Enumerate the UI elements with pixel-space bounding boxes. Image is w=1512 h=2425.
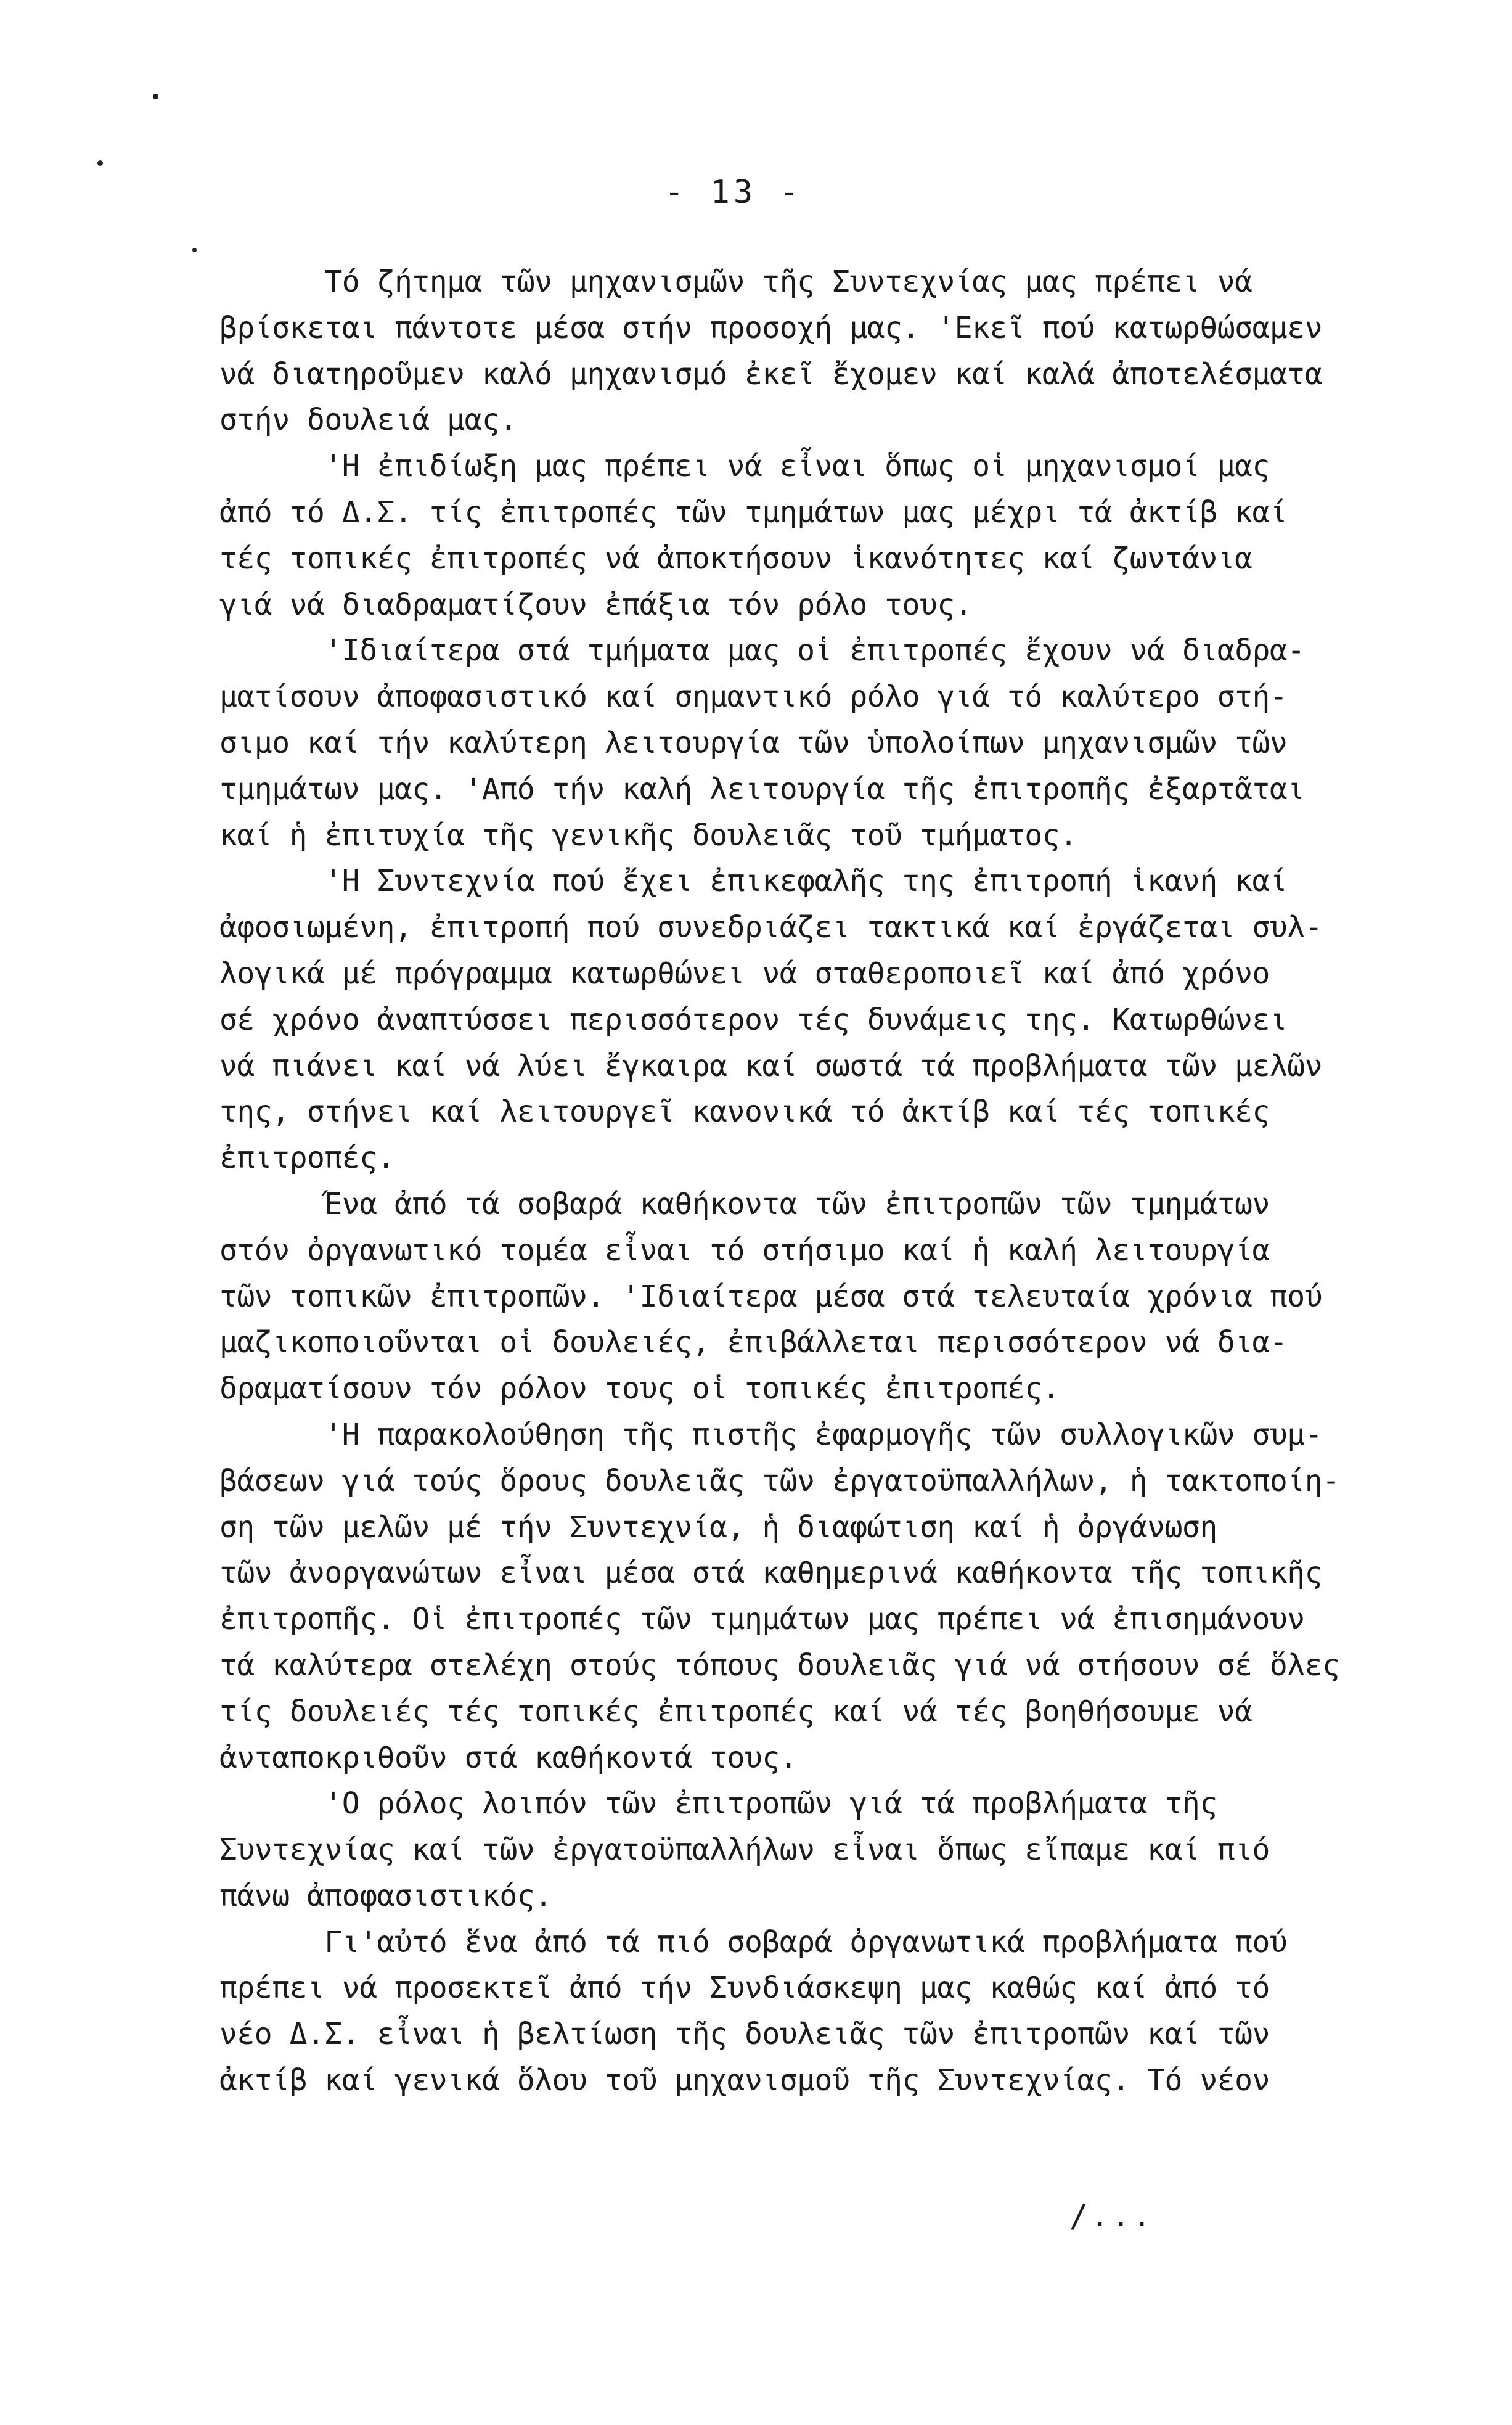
text-line: τμημάτων μας. 'Από τήν καλή λειτουργία τῆς ἐπιτροπῆς ἐξαρτᾶται [219,771,1305,806]
body-text [219,259,1440,2104]
text-line: καί ἡ ἐπιτυχία τῆς γενικῆς δουλειᾶς τοῦ τμήματος. [219,818,1077,853]
scan-speck [153,94,158,99]
text-line: 'Ιδιαίτερα στά τμήματα μας οἱ ἐπιτροπές ἔχουν νά διαδρα- [219,633,1305,668]
text-line: Γι'αὐτό ἕνα ἀπό τά πιό σοβαρά ὀργανωτικά προβλήματα πού [219,1924,1288,1959]
text-line: πάνω ἀποφασιστικός. [219,1878,552,1913]
text-line: στήν δουλειά μας. [219,403,517,438]
text-line: βάσεων γιά τούς ὅρους δουλειᾶς τῶν ἐργατοϋπαλλήλων, ἡ τακτοποίη- [219,1463,1340,1498]
text-line: νά πιάνει καί νά λύει ἔγκαιρα καί σωστά τά προβλήματα τῶν μελῶν [219,1048,1323,1083]
text-line: δραματίσουν τόν ρόλον τους οἱ τοπικές ἐπιτροπές. [219,1371,1060,1406]
text-line: Ένα ἀπό τά σοβαρά καθήκοντα τῶν ἐπιτροπῶν τῶν τμημάτων [219,1186,1270,1221]
text-line: τίς δουλειές τές τοπικές ἐπιτροπές καί νά τές βοηθήσουμε νά [219,1694,1253,1729]
text-line: ματίσουν ἀποφασιστικό καί σημαντικό ρόλο γιά τό καλύτερο στή- [219,679,1288,715]
text-line: λογικά μέ πρόγραμμα κατωρθώνει νά σταθεροποιεῖ καί ἀπό χρόνο [219,956,1270,991]
text-line: στόν ὀργανωτικό τομέα εἶναι τό στήσιμο καί ἡ καλή λειτουργία [219,1233,1270,1268]
scan-speck [192,248,197,252]
text-line: τῶν τοπικῶν ἐπιτροπῶν. 'Ιδιαίτερα μέσα στά τελευταία χρόνια πού [219,1279,1323,1314]
text-line: Τό ζήτημα τῶν μηχανισμῶν τῆς Συντεχνίας μας πρέπει νά [219,265,1253,299]
text-line: 'Η παρακολούθηση τῆς πιστῆς ἐφαρμογῆς τῶν συλλογικῶν συμ- [219,1417,1323,1452]
text-line: ἐπιτροπές. [219,1141,394,1176]
text-line: τές τοπικές ἐπιτροπές νά ἀποκτήσουν ἱκανότητες καί ζωντάνια [219,541,1253,576]
text-line: μαζικοποιοῦνται οἱ δουλειές, ἐπιβάλλεται περισσότερον νά δια- [219,1325,1288,1360]
text-line: γιά νά διαδραματίζουν ἐπάξια τόν ρόλο τους. [219,587,973,622]
text-line: τῶν ἀνοργανώτων εἶναι μέσα στά καθημερινά καθήκοντα τῆς τοπικῆς [219,1556,1323,1591]
text-line: 'Η Συντεχνία πού ἔχει ἐπικεφαλῆς της ἐπιτροπή ἱκανή καί [219,864,1288,899]
text-line: σιμο καί τήν καλύτερη λειτουργία τῶν ὑπολοίπων μηχανισμῶν τῶν [219,725,1288,760]
scan-speck [97,160,103,166]
text-line: ἀκτίβ καί γενικά ὅλου τοῦ μηχανισμοῦ τῆς Συντεχνίας. Τό νέον [219,2063,1270,2098]
text-line: ἀπό τό Δ.Σ. τίς ἐπιτροπές τῶν τμημάτων μας μέχρι τά ἀκτίβ καί [219,494,1288,530]
continuation-mark: /... [1069,2198,1154,2234]
text-line: 'Ο ρόλος λοιπόν τῶν ἐπιτροπῶν γιά τά προβλήματα τῆς [219,1786,1217,1821]
text-line: πρέπει νά προσεκτεῖ ἀπό τήν Συνδιάσκεψη μας καθώς καί ἀπό τό [219,1971,1270,2006]
text-line: ἀφοσιωμένη, ἐπιτροπή πού συνεδριάζει τακτικά καί ἐργάζεται συλ- [219,910,1323,945]
text-line: νά διατηροῦμεν καλό μηχανισμό ἐκεῖ ἔχομεν καί καλά ἀποτελέσματα [219,356,1323,392]
page-number: - 13 - [664,174,803,211]
text-line: τά καλύτερα στελέχη στούς τόπους δουλειᾶς γιά νά στήσουν σέ ὅλες [219,1647,1340,1683]
text-line: ἀνταποκριθοῦν στά καθήκοντά τους. [219,1740,798,1775]
text-line: ση τῶν μελῶν μέ τήν Συντεχνία, ἡ διαφώτιση καί ἡ ὀργάνωση [219,1509,1217,1545]
text-line: 'Η ἐπιδίωξη μας πρέπει νά εἶναι ὅπως οἱ μηχανισμοί μας [219,449,1270,484]
text-line: σέ χρόνο ἀναπτύσσει περισσότερον τές δυνάμεις της. Κατωρθώνει [219,1002,1288,1037]
text-line: βρίσκεται πάντοτε μέσα στήν προσοχή μας. 'Εκεῖ πού κατωρθώσαμεν [219,310,1323,345]
text-line: της, στήνει καί λειτουργεῖ κανονικά τό ἀκτίβ καί τές τοπικές [219,1094,1270,1130]
text-line: νέο Δ.Σ. εἶναι ἡ βελτίωση τῆς δουλειᾶς τῶν ἐπιτροπῶν καί τῶν [219,2017,1270,2052]
text-line: ἐπιτροπῆς. Οἱ ἐπιτροπές τῶν τμημάτων μας πρέπει νά ἐπισημάνουν [219,1602,1305,1637]
text-line: Συντεχνίας καί τῶν ἐργατοϋπαλλήλων εἶναι ὅπως εἴπαμε καί πιό [219,1832,1270,1868]
